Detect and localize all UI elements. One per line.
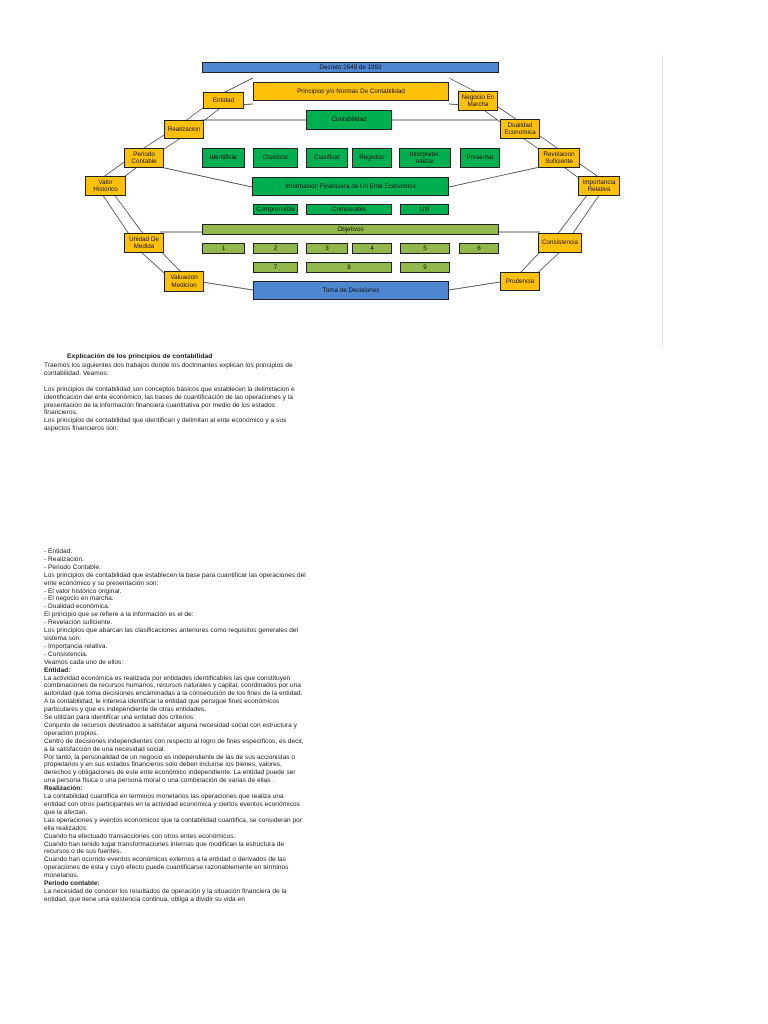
process-presentar: Presentar bbox=[460, 148, 500, 168]
section-heading: Periodo contable: bbox=[44, 880, 100, 888]
objective-2: 2 bbox=[253, 243, 298, 254]
unidad-medida-box: Unidad De Medida bbox=[124, 233, 164, 253]
process-identificar: Identificar bbox=[202, 148, 245, 168]
consistencia-box: Consistencia bbox=[538, 233, 582, 253]
body-paragraph: La actividad económica es realizada por entidades identificables las que constituyen combinaciones de recursos humanos, recursos naturales y capital, coordinados por una autoridad que toma decisiones encaminadas a la consecución de los fines de la entidad. bbox=[44, 674, 303, 698]
realizacion-box: Realizacion bbox=[164, 120, 204, 139]
objective-8: 8 bbox=[306, 262, 392, 273]
body-paragraph: - Revelación suficiente. bbox=[44, 619, 113, 627]
quality-comprensible: Comprensible bbox=[253, 204, 298, 215]
right-arm-4 bbox=[449, 282, 500, 290]
contabilidad-box: Contabilidad bbox=[306, 110, 392, 130]
quality-comparable: Comparable bbox=[306, 204, 392, 215]
body-paragraph: Cuando han ocurrido eventos económicos externos a la entidad o derivados de las operaciones de ésta y cuyo efecto puede cuantificarse razonablemente en términos monetarios. bbox=[44, 856, 289, 880]
section-heading: Realización: bbox=[44, 785, 83, 793]
body-paragraph: Los principios que abarcan las clasificaciones anteriores como requisitos generales del sistema son: bbox=[44, 627, 298, 642]
objective-1: 1 bbox=[202, 243, 245, 254]
intro-text bbox=[44, 362, 306, 433]
body-paragraph: La necesidad de conocer los resultados de operación y la situación financiera de la entidad, que tiene una existencia continua, obliga a dividir su vida en bbox=[44, 887, 287, 903]
valuacion-medicion-box: Valuacion Medicion bbox=[164, 271, 204, 292]
process-registrar: Registrar bbox=[352, 148, 392, 168]
informacion-financiera-box: Informacion Financiera de Un Ente Economico bbox=[252, 177, 449, 196]
negocio-marcha-box: Negocio En Marcha bbox=[458, 91, 498, 111]
body-paragraph: A la contabilidad, le interesa identificar la entidad que persigue fines económicos particulares y que es independiente de otras entidades. bbox=[44, 698, 280, 714]
objective-7: 7 bbox=[253, 262, 298, 273]
body-paragraph: El principio que se refiere a la información es el de: bbox=[44, 611, 194, 619]
objective-5: 5 bbox=[400, 243, 450, 254]
intro-paragraph: Los principios de contabilidad que identifican y delimitan al ente económico y a sus aspectos financieros son: bbox=[44, 417, 287, 433]
quality-util: Util bbox=[400, 204, 449, 215]
body-paragraph: - Entidad. bbox=[44, 548, 73, 555]
objective-3: 3 bbox=[306, 243, 348, 254]
body-paragraph: - Dualidad económica. bbox=[44, 603, 110, 611]
decreto-box: Decreto 2649 de 1993 bbox=[202, 62, 499, 73]
objetivos-box: Objetivos bbox=[202, 224, 499, 235]
body-paragraph: Por tanto, la personalidad de un negocio es independiente de las de sus accionistas o propietarios y en sus estados financieros solo deben incluirse los bienes, valores, derechos y obligaciones de este ente económico independiente. La entidad puede ser una persona física o una persona moral o una combinación de varias de ellas . bbox=[44, 753, 296, 785]
importancia-relativa-box: Importancia Relativa bbox=[578, 176, 620, 196]
process-interpretar: Interpretar, nalizar bbox=[399, 148, 451, 168]
body-paragraph: - El negocio en marcha. bbox=[44, 595, 114, 603]
body-text bbox=[44, 548, 306, 904]
principios-box: Principios y/o Normas De Contabilidad bbox=[253, 82, 449, 101]
body-paragraph: - El valor histórico original. bbox=[44, 587, 122, 595]
intro-paragraph: Traemos los siguientes dos trabajos donde los doctrinantes explican los principios de contabilidad. Veamos: bbox=[44, 362, 293, 377]
toma-decisiones-box: Toma de Decisiones bbox=[253, 281, 449, 300]
body-paragraph: - Consistencia. bbox=[44, 650, 88, 658]
body-paragraph: Veamos cada uno de ellos: bbox=[44, 658, 124, 666]
process-clasificar-2: Clasificar bbox=[306, 148, 348, 168]
body-paragraph: Cuando han tenido lugar transformaciones internas que modifican la estructura de recursos o de sus fuentes. bbox=[44, 840, 285, 856]
objective-4: 4 bbox=[352, 243, 392, 254]
body-paragraph: - Realización. bbox=[44, 555, 84, 563]
prudencia-box: Prudencia bbox=[500, 272, 540, 291]
dualidad-economica-box: Dualidad Economica bbox=[500, 119, 540, 139]
body-paragraph: Centro de decisiones independientes con respecto al logro de fines específicos, es decir, a la satisfacción de una necesidad social. bbox=[44, 737, 304, 753]
objective-9: 9 bbox=[400, 262, 450, 273]
right-arm-2 bbox=[449, 167, 540, 187]
body-paragraph: Los principios de contabilidad que establecen la base para cuantificar las operaciones del ente económico y su presentación son: bbox=[44, 571, 306, 587]
body-paragraph: Cuando ha efectuado transacciones con otros entes económicos. bbox=[44, 832, 236, 840]
body-paragraph: Se utilizan para identificar una entidad dos criterios: bbox=[44, 714, 196, 722]
left-arm-4 bbox=[202, 282, 253, 290]
intro-paragraph bbox=[44, 378, 306, 386]
process-clasificar-1: Clasificar bbox=[253, 148, 298, 168]
body-paragraph: - Importancia relativa. bbox=[44, 642, 108, 650]
revelacion-suficiente-box: Revelacion Suficiente bbox=[538, 148, 580, 168]
body-paragraph: - Periodo Contable. bbox=[44, 563, 101, 571]
body-paragraph: Conjunto de recursos destinados a satisfacer alguna necesidad social con estructura y operación propios. bbox=[44, 721, 297, 737]
periodo-contable-box: Periodo Contable bbox=[124, 148, 164, 168]
body-paragraph: La contabilidad cuantifica en términos monetarios las operaciones que realiza una entidad con otros participantes en la actividad económica y ciertos eventos económicos que la afectan. bbox=[44, 793, 300, 816]
body-paragraph: Las operaciones y eventos económicos que la contabilidad cuantifica, se consideran por ella realizados: bbox=[44, 816, 303, 832]
entidad-box: Entidad bbox=[203, 92, 244, 109]
document-title: Explicación de los principios de contabilidad bbox=[67, 353, 213, 360]
objective-6: 6 bbox=[459, 243, 499, 254]
intro-paragraph: Los principios de contabilidad son conceptos básicos que establecen la delimitación e identificación del ente económico, las bases de cuantificación de las operaciones y la presentación de la información financiera cuantitativa por medio de los estados financieros. bbox=[44, 385, 295, 417]
valor-historico-box: Valor Historico bbox=[85, 176, 126, 196]
left-arm-2 bbox=[160, 167, 252, 187]
section-heading: Entidad: bbox=[44, 666, 71, 674]
